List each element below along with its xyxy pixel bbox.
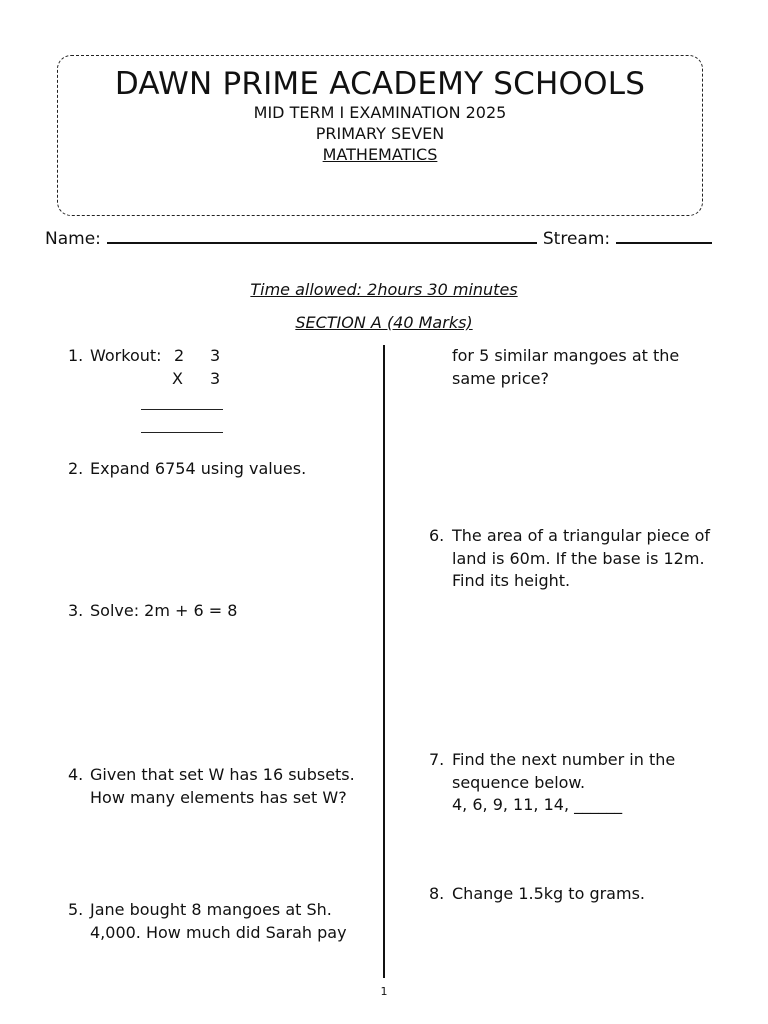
question-5-continued xyxy=(452,345,752,390)
subject-title: MATHEMATICS xyxy=(322,145,438,164)
question-8 xyxy=(429,883,749,906)
question-text: Given that set W has 16 subsets. xyxy=(90,765,355,784)
class-title: PRIMARY SEVEN xyxy=(315,124,445,143)
question-7 xyxy=(429,749,749,817)
name-label: Name: xyxy=(45,229,101,249)
question-number: 4. xyxy=(68,765,84,784)
question-text: same price? xyxy=(452,368,549,388)
question-1 xyxy=(68,345,368,390)
question-number: 8. xyxy=(429,884,445,903)
question-text: land is 60m. If the base is 12m. xyxy=(452,548,705,568)
multiply-sign: X xyxy=(172,368,183,388)
question-text: Find its height. xyxy=(452,571,571,590)
question-4 xyxy=(68,764,378,809)
column-divider xyxy=(383,345,385,978)
question-number: 6. xyxy=(429,526,445,545)
question-text: Solve: 2m + 6 = 8 xyxy=(90,601,238,620)
sequence-text: 4, 6, 9, 11, 14, ______ xyxy=(452,795,623,814)
question-3 xyxy=(68,600,378,623)
stream-field[interactable] xyxy=(616,228,712,244)
time-allowed: Time allowed: 2hours 30 minutes xyxy=(250,280,518,299)
digit: 3 xyxy=(210,346,221,365)
question-number: 1. xyxy=(68,346,84,365)
question-6 xyxy=(429,525,749,593)
question-text: The area of a triangular piece of xyxy=(452,526,711,545)
question-2 xyxy=(68,458,378,481)
question-number: 3. xyxy=(68,601,84,620)
name-field[interactable] xyxy=(107,228,537,244)
question-5 xyxy=(68,899,378,944)
page-number: 1 xyxy=(380,985,388,998)
question-text: How many elements has set W? xyxy=(90,787,347,807)
question-text: Change 1.5kg to grams. xyxy=(452,884,645,903)
question-text: 4,000. How much did Sarah pay xyxy=(90,922,347,942)
question-text: Find the next number in the xyxy=(452,750,676,769)
answer-line[interactable] xyxy=(141,409,223,410)
school-name: DAWN PRIME ACADEMY SCHOOLS xyxy=(114,66,646,102)
question-text: Expand 6754 using values. xyxy=(90,459,307,478)
question-number: 5. xyxy=(68,900,84,919)
question-number: 2. xyxy=(68,459,84,478)
student-info-row xyxy=(45,228,717,249)
question-text: sequence below. xyxy=(452,772,586,792)
workout-label: Workout: xyxy=(90,346,162,365)
section-heading: SECTION A (40 Marks) xyxy=(295,313,473,332)
question-number: 7. xyxy=(429,750,445,769)
exam-title: MID TERM I EXAMINATION 2025 xyxy=(253,103,507,122)
stream-label: Stream: xyxy=(542,229,611,249)
digit: 3 xyxy=(210,368,221,388)
digit: 2 xyxy=(174,346,185,365)
question-text: for 5 similar mangoes at the xyxy=(452,346,680,365)
answer-line[interactable] xyxy=(141,432,223,433)
question-text: Jane bought 8 mangoes at Sh. xyxy=(90,900,332,919)
header-box xyxy=(57,55,703,216)
